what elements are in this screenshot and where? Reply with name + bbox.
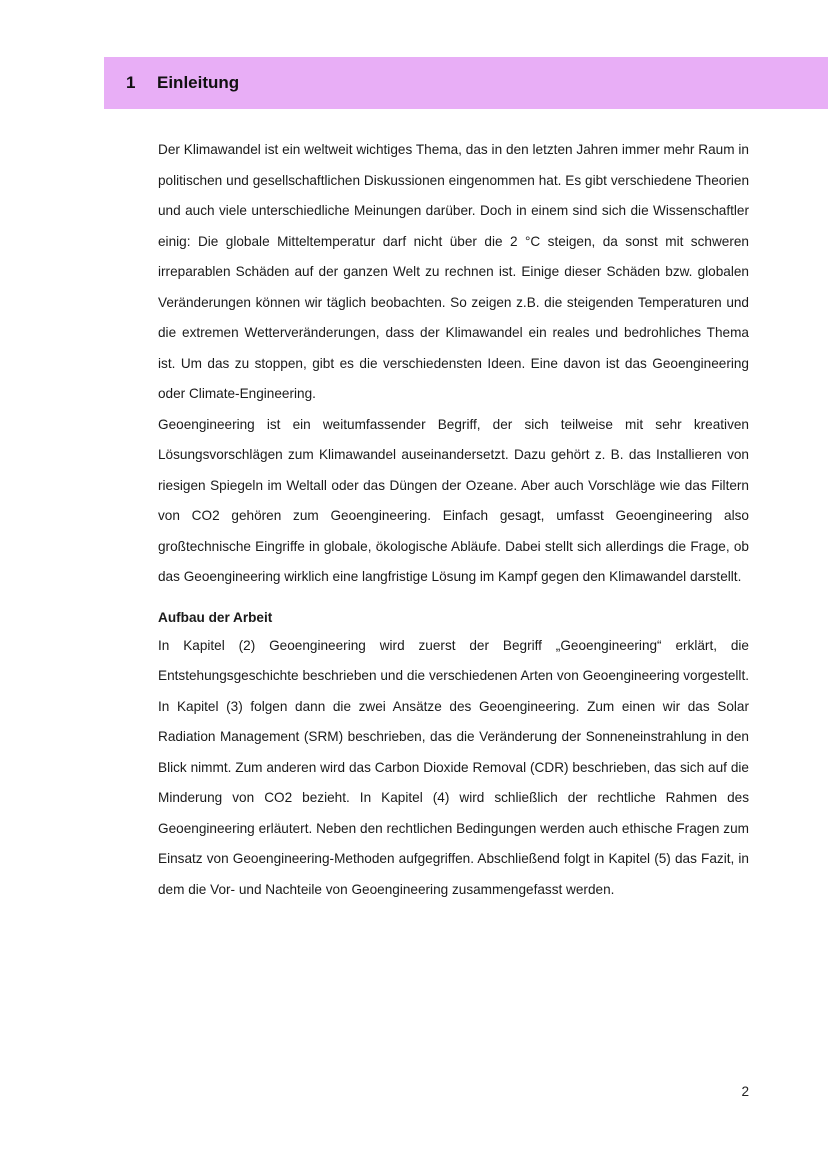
page-content xyxy=(158,135,749,905)
page-number: 2 xyxy=(741,1084,749,1099)
chapter-title: Einleitung xyxy=(157,73,240,92)
geoengineering-paragraph: Geoengineering ist ein weitumfassender Begriff, der sich teilweise mit sehr kreativen Lösungsvorschlägen zum Klimawandel auseinandersetzt. Dazu gehört z. B. das Installieren von riesigen Spiegeln im Weltall oder das Düngen der Ozeane. Aber auch Vorschläge wie das Filtern von CO2 gehören zum Geoengineering. Einfach gesagt, umfasst Geoengineering also großtechnische Eingriffe in globale, ökologische Abläufe. Dabei stellt sich allerdings die Frage, ob das Geoengineering wirklich eine langfristige Lösung im Kampf gegen den Klimawandel darstellt. xyxy=(158,416,749,584)
section-heading-structure: Aufbau der Arbeit xyxy=(158,609,273,625)
structure-paragraph: In Kapitel (2) Geoengineering wird zuerst der Begriff „Geoengineering“ erklärt, die Entstehungsgeschichte beschrieben und die verschiedenen Arten von Geoengineering vorgestellt. In Kapitel (3) folgen dann die zwei Ansätze des Geoengineering. Zum einen wir das Solar Radiation Management (SRM) beschrieben, das die Veränderung der Sonneneinstrahlung in den Blick nimmt. Zum anderen wird das Carbon Dioxide Removal (CDR) beschrieben, das sich auf die Minderung von CO2 bezieht. In Kapitel (4) wird schließlich der rechtliche Rahmen des Geoengineering erläutert. Neben den rechtlichen Bedingungen werden auch ethische Fragen zum Einsatz von Geoengineering-Methoden aufgegriffen. Abschließend folgt in Kapitel (5) das Fazit, in dem die Vor- und Nachteile von Geoengineering zusammengefasst werden. xyxy=(158,637,749,897)
chapter-heading-bar xyxy=(104,57,828,109)
chapter-number: 1 xyxy=(126,73,136,92)
intro-paragraph: Der Klimawandel ist ein weltweit wichtiges Thema, das in den letzten Jahren immer mehr Raum in politischen und gesellschaftlichen Diskussionen eingenommen hat. Es gibt verschiedene Theorien und auch viele unterschiedliche Meinungen darüber. Doch in einem sind sich die Wissenschaftler einig: Die globale Mitteltemperatur darf nicht über die 2 °C steigen, da sonst mit schweren irreparablen Schäden auf der ganzen Welt zu rechnen ist. Einige dieser Schäden bzw. globalen Veränderungen können wir täglich beobachten. So zeigen z.B. die steigenden Temperaturen und die extremen Wetterveränderungen, dass der Klimawandel ein reales und bedrohliches Thema ist. Um das zu stoppen, gibt es die verschiedensten Ideen. Eine davon ist das Geoengineering oder Climate-Engineering. xyxy=(158,142,749,401)
